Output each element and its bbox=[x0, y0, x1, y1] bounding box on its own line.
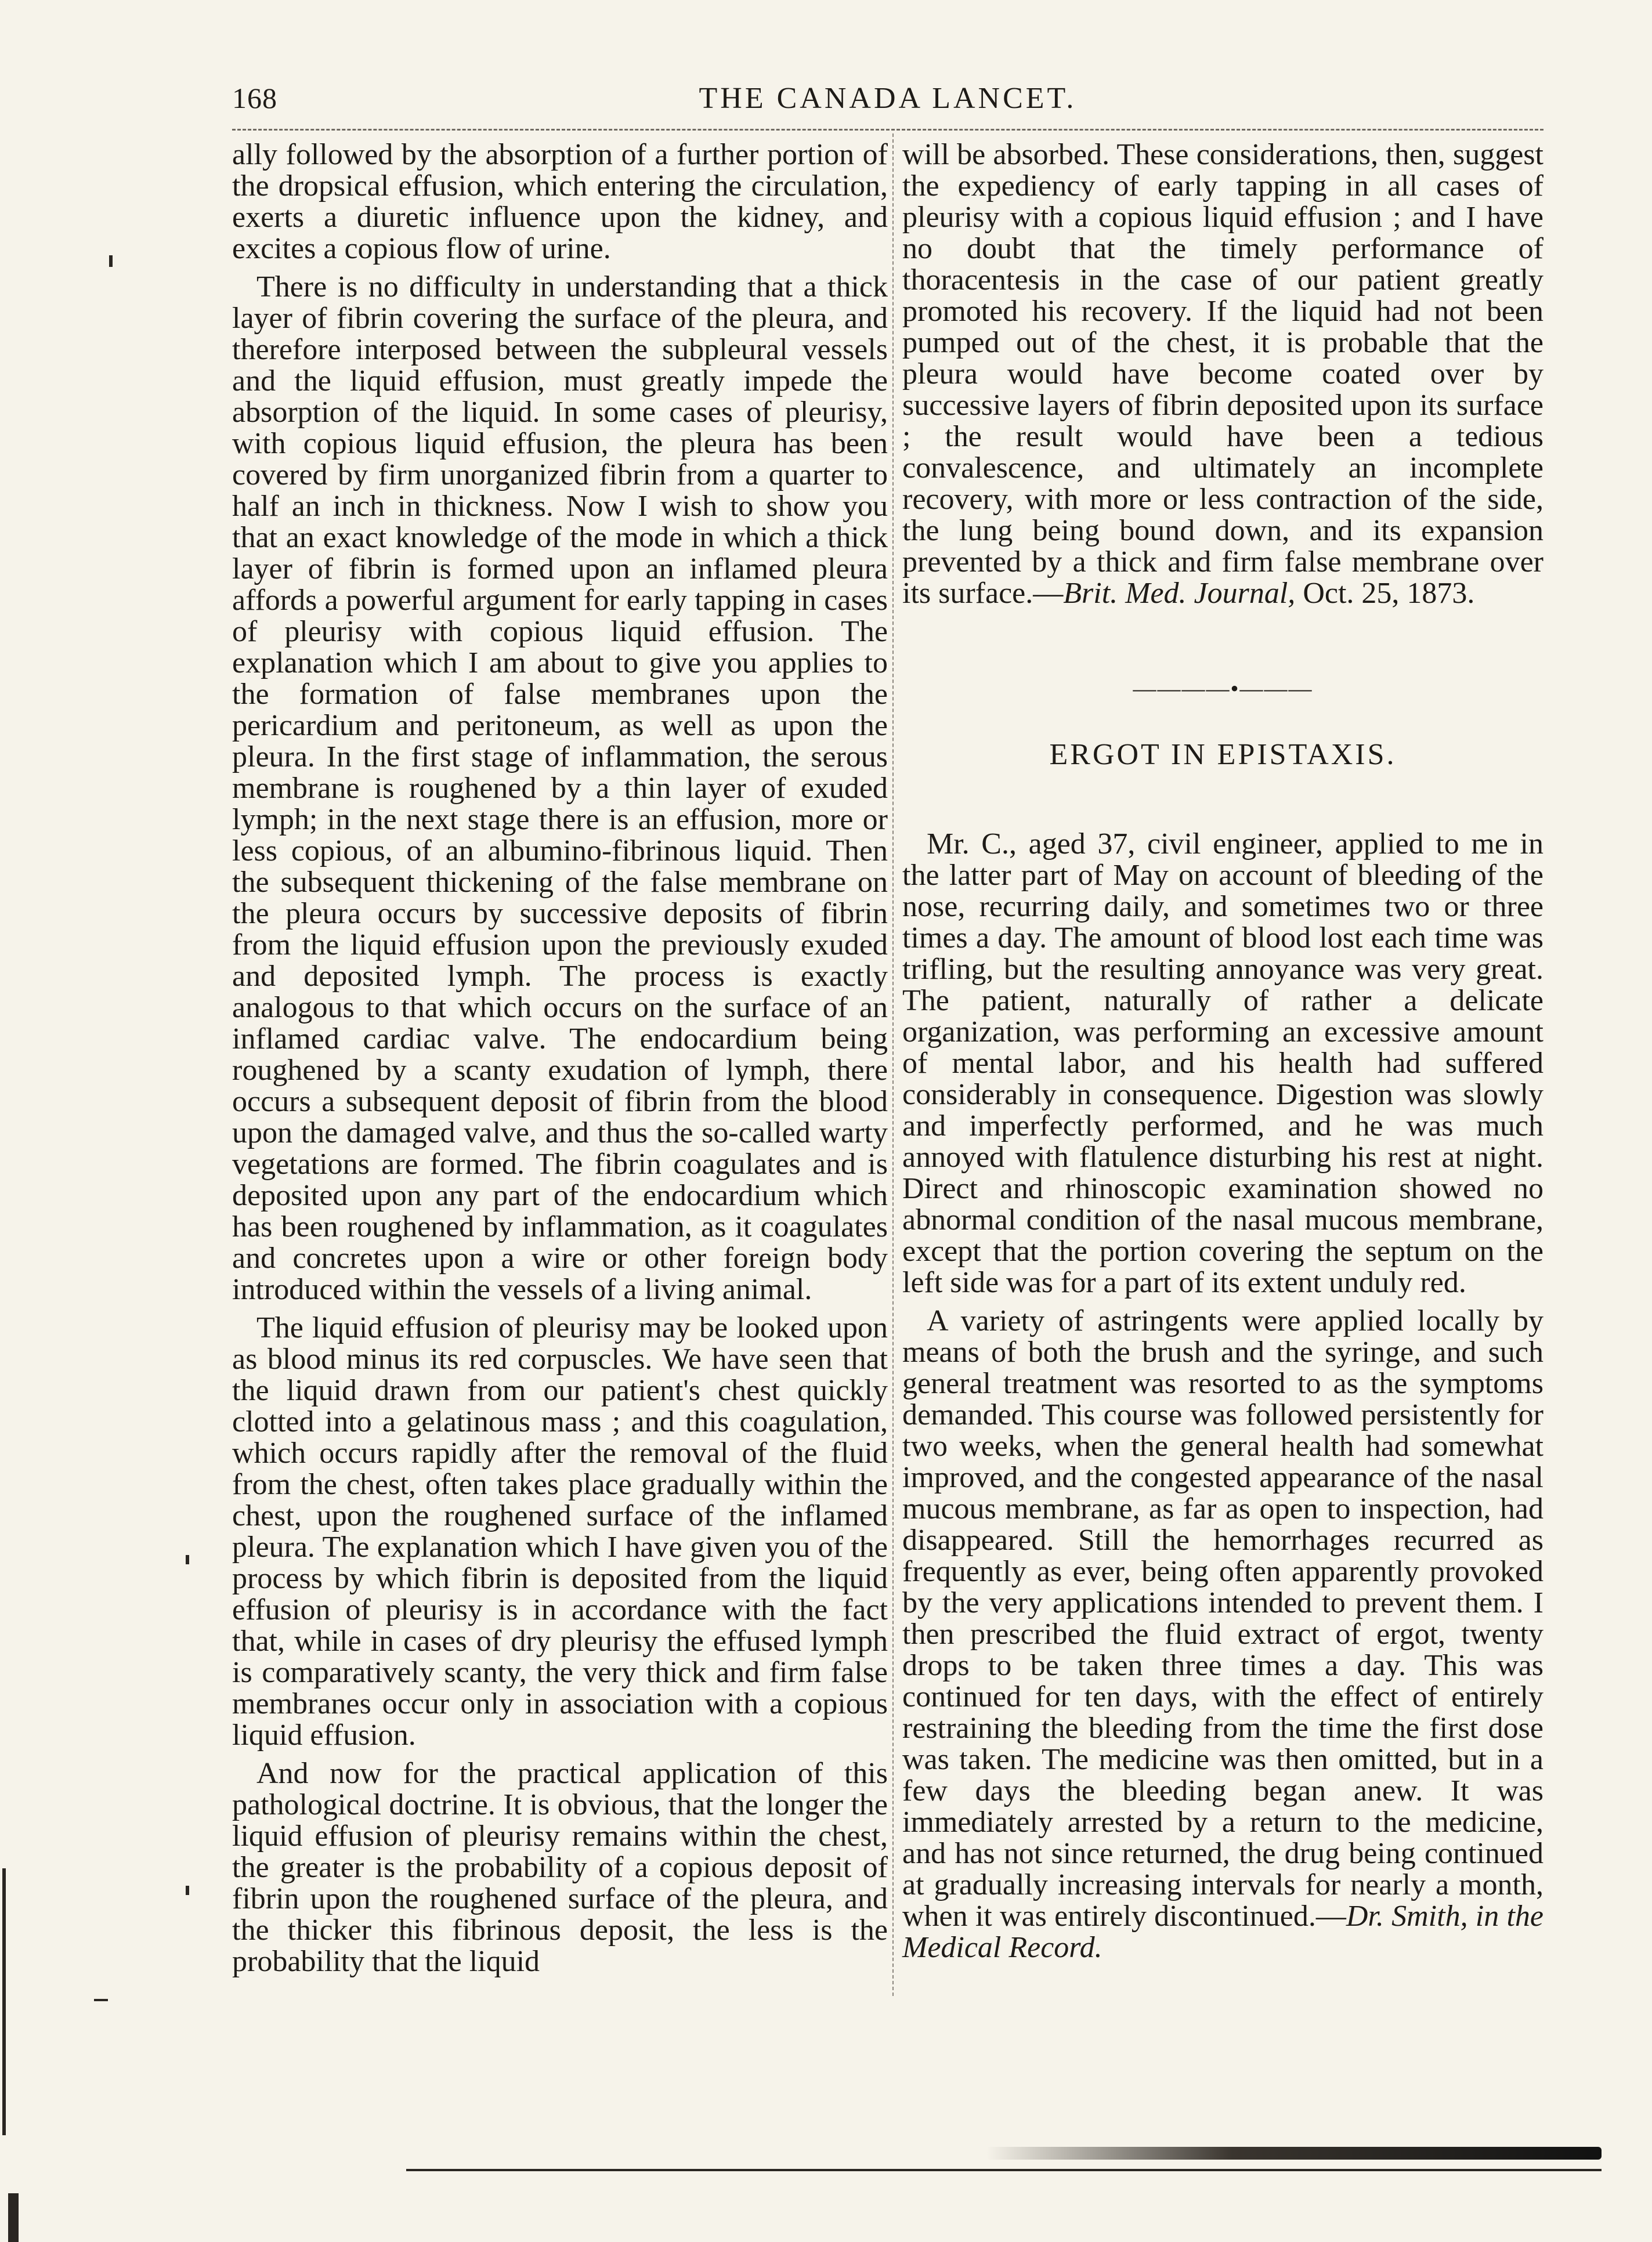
left-paragraph-4: And now for the practical application of this pathological doctrine. It is obvious, that the longer the liquid effusion of pleurisy remains within the chest, the greater is the probability of a copious deposit of fibrin upon the roughened surface of the pleura, and the thicker this fibrinous deposit, the less is the probability that the liquid bbox=[232, 1757, 888, 1978]
right-paragraph-3-text: A variety of astringents were applied locally by means of both the brush and the syringe, and such general treatment was resorted to as the symptoms demanded. This course was followed persistently for two weeks, when the general health had somewhat improved, and the congested appearance of the nasal mucous membrane, as far as open to inspection, had disappeared. Still the hemorrhages recurred as frequently as ever, being often apparently provoked by the very applications intended to prevent them. I then prescribed the fluid extract of ergot, twenty drops to be taken three times a day. This was continued for ten days, with the effect of entirely restraining the bleeding from the time the first dose was taken. The medicine was then omitted, but in a few days the bleeding began anew. It was immediately arrested by a return to the medicine, and has not since returned, the drug being continued at gradually increasing intervals for nearly a month, when it was entirely discontinued.— bbox=[902, 1304, 1543, 1933]
right-paragraph-2: Mr. C., aged 37, civil engineer, applied to me in the latter part of May on account of bleeding of the nose, recurring daily, and sometimes two or three times a day. The amount of blood lost each time was trifling, but the resulting annoyance was very great. The patient, naturally of rather a delicate organization, was performing an excessive amount of mental labor, and his health had suffered considerably in consequence. Digestion was slowly and imperfectly performed, and he was much annoyed with flatulence disturbing his rest at night. Direct and rhinoscopic examination showed no abnormal condition of the nasal mucous membrane, except that the portion covering the septum on the left side was for a part of its extent unduly red. bbox=[902, 827, 1543, 1299]
left-column bbox=[232, 139, 888, 1984]
scan-bar bbox=[986, 2147, 1602, 2160]
scan-line bbox=[406, 2169, 1602, 2171]
scan-mark bbox=[8, 2193, 19, 2242]
scan-mark bbox=[2, 1868, 6, 2135]
left-paragraph-2: There is no difficulty in understanding that a thick layer of fibrin covering the surface of the pleura, and therefore interposed between the subpleural vessels and the liquid effusion, must greatly impede the absorption of the liquid. In some cases of pleurisy, with copious liquid effusion, the pleura has been covered by firm unorganized fibrin from a quarter to half an inch in thickness. Now I wish to show you that an exact knowledge of the mode in which a thick layer of fibrin is formed upon an inflamed pleura affords a powerful argument for early tapping in cases of pleurisy with copious liquid effusion. The explanation which I am about to give you applies to the formation of false membranes upon the pericardium and peritoneum, as well as upon the pleura. In the first stage of inflammation, the serous membrane is roughened by a thin layer of exuded lymph; in the next stage there is an effusion, more or less copious, of an albumino-fibrinous liquid. Then the subsequent thickening of the false membrane on the pleura occurs by successive deposits of fibrin from the liquid effusion upon the previously exuded and deposited lymph. The process is exactly analogous to that which occurs on the surface of an inflamed cardiac valve. The endocardium being roughened by a scanty exudation of lymph, there occurs a subsequent deposit of fibrin from the blood upon the damaged valve, and thus the so-called warty vegetations are formed. The fibrin coagulates and is deposited upon any part of the endocardium which has been roughened by inflammation, as it coagulates and concretes upon a wire or other foreign body introduced within the vessels of a living animal. bbox=[232, 270, 888, 1306]
page-header bbox=[232, 81, 1543, 128]
scan-mark bbox=[186, 1555, 189, 1564]
right-paragraph-1 bbox=[902, 139, 1543, 609]
scan-mark bbox=[186, 1886, 189, 1895]
citation-brit-med-journal: Brit. Med. Journal, bbox=[1063, 577, 1296, 610]
journal-title: THE CANADA LANCET. bbox=[699, 82, 1077, 115]
page-number: 168 bbox=[232, 82, 277, 114]
article-title: ERGOT IN EPISTAXIS. bbox=[1049, 738, 1397, 771]
scan-mark bbox=[109, 255, 113, 267]
right-paragraph-3 bbox=[902, 1306, 1543, 1963]
left-paragraph-3: The liquid effusion of pleurisy may be looked upon as blood minus its red corpuscles. We have seen that the liquid drawn from our patient's chest quickly clotted into a gelatinous mass ; and this coagulation, which occurs rapidly after the removal of the fluid from the chest, often takes place gradually within the chest, upon the roughened surface of the inflamed pleura. The explanation which I have given you of the process by which fibrin is deposited from the liquid effusion of pleurisy is in accordance with the fact that, while in cases of dry pleurisy the effused lymph is comparatively scanty, the very thick and firm false membranes occur only in association with a copious liquid effusion. bbox=[232, 1311, 888, 1752]
right-column bbox=[902, 139, 1543, 1970]
column-divider bbox=[892, 133, 894, 1996]
section-separator: ————•——— bbox=[1133, 675, 1313, 701]
scan-mark bbox=[94, 1999, 108, 2001]
header-rule bbox=[232, 129, 1543, 131]
right-paragraph-1-text: will be absorbed. These considerations, then, suggest the expediency of early tapping in all cases of pleurisy with a copious liquid effusion ; and I have no doubt that the timely performance of thoracentesis in the case of our patient greatly promoted his recovery. If the liquid had not been pumped out of the chest, it is probable that the pleura would have become coated over by successive layers of fibrin deposited upon its surface ; the result would have been a tedious convalescence, and ultimately an incomplete recovery, with more or less contraction of the side, the lung being bound down, and its expansion prevented by a thick and firm false membrane over its surface.— bbox=[902, 138, 1543, 610]
citation-medical-record: Dr. Smith, in the Medical Record. bbox=[902, 1900, 1544, 1964]
citation-date: Oct. 25, 1873. bbox=[1295, 577, 1475, 610]
left-paragraph-1: ally followed by the absorption of a further portion of the dropsical effusion, which entering the circulation, exerts a diuretic influence upon the kidney, and excites a copious flow of urine. bbox=[232, 138, 888, 265]
